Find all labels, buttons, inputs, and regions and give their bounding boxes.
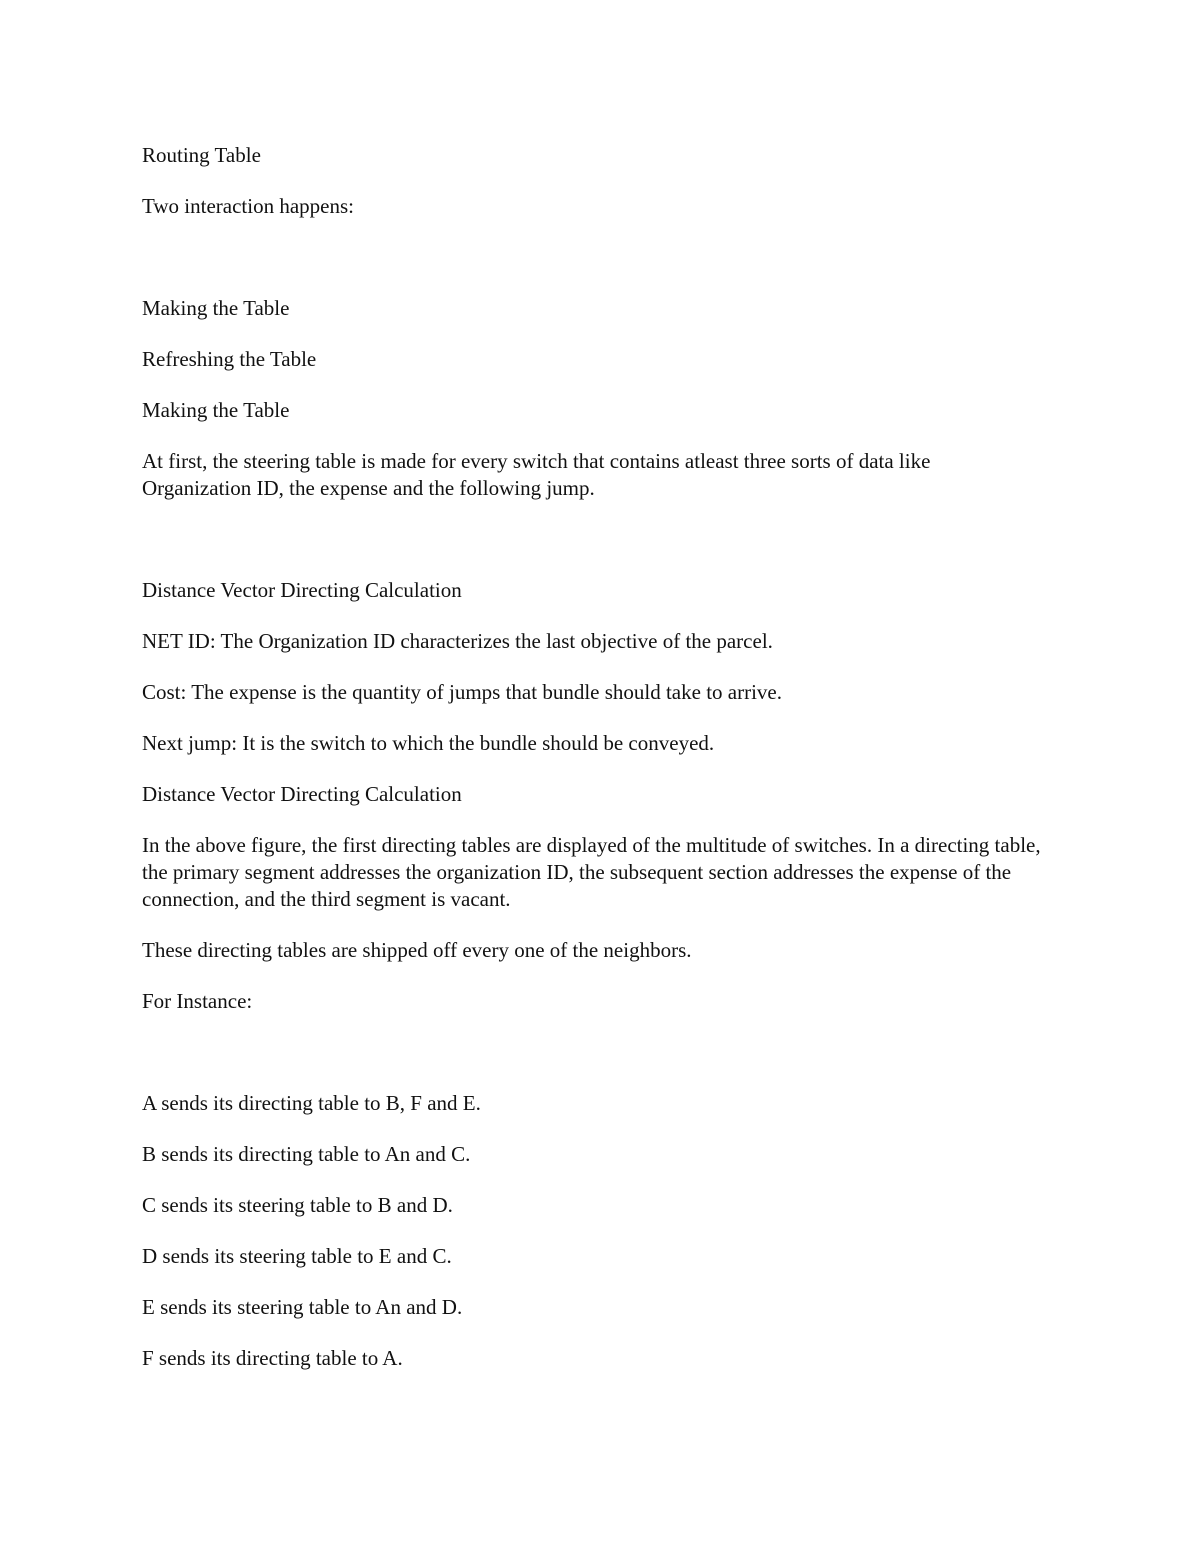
paragraph: NET ID: The Organization ID characterizes the last objective of the parcel. (142, 629, 773, 653)
paragraph: Cost: The expense is the quantity of jumps that bundle should take to arrive. (142, 680, 782, 704)
list-item: F sends its directing table to A. (142, 1346, 403, 1370)
paragraph: At first, the steering table is made for every switch that contains atleast three sorts of data like Organization ID, the expense and the following jump. (142, 449, 931, 500)
paragraph: In the above figure, the first directing tables are displayed of the multitude of switches. In a directing table, the primary segment addresses the organization ID, the subsequent section addresses the expense of the connection, and the third segment is vacant. (142, 833, 1041, 911)
section-heading: Distance Vector Directing Calculation (142, 578, 462, 602)
document-body (142, 142, 1042, 1396)
section-heading: Distance Vector Directing Calculation (142, 782, 462, 806)
blank-line (142, 1039, 1042, 1090)
blank-line (142, 526, 1042, 577)
paragraph: Making the Table (142, 296, 290, 320)
document-title: Routing Table (142, 143, 261, 167)
paragraph: Refreshing the Table (142, 347, 317, 371)
paragraph: Two interaction happens: (142, 194, 354, 218)
list-item: A sends its directing table to B, F and E. (142, 1091, 481, 1115)
paragraph: Next jump: It is the switch to which the bundle should be conveyed. (142, 731, 715, 755)
section-heading: Making the Table (142, 398, 290, 422)
list-item: B sends its directing table to An and C. (142, 1142, 471, 1166)
list-item: C sends its steering table to B and D. (142, 1193, 453, 1217)
paragraph: For Instance: (142, 989, 253, 1013)
list-item: D sends its steering table to E and C. (142, 1244, 452, 1268)
list-item: E sends its steering table to An and D. (142, 1295, 463, 1319)
paragraph: These directing tables are shipped off every one of the neighbors. (142, 938, 692, 962)
blank-line (142, 244, 1042, 295)
